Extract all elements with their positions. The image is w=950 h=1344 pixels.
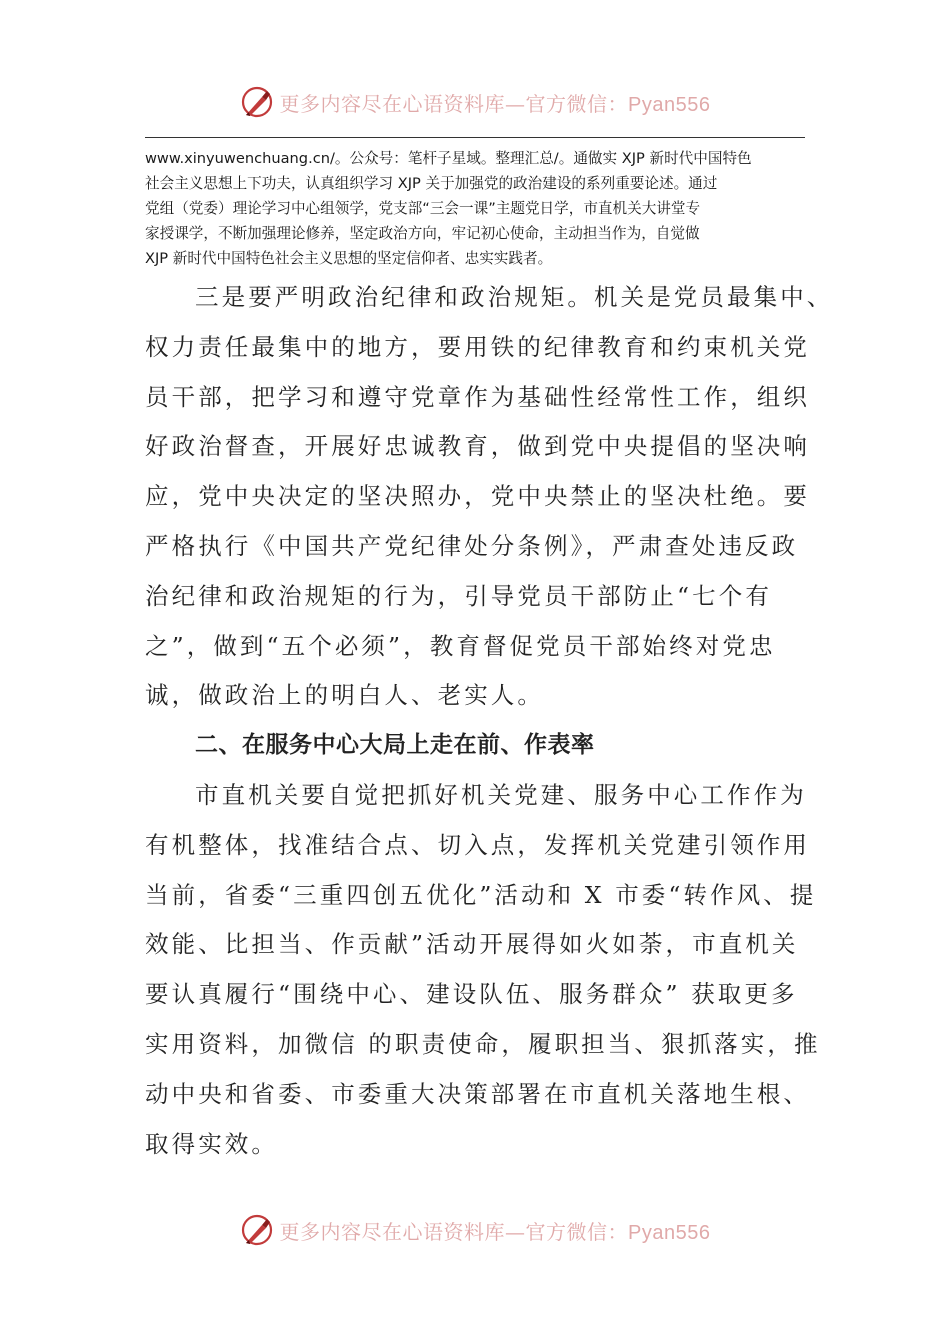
small-text-line: 家授课学，不断加强理论修养，坚定政治方向，牢记初心使命，主动担当作为，自觉做 xyxy=(145,225,700,242)
body-line: 诚，做政治上的明白人、老实人。 xyxy=(145,681,544,710)
pen-logo-icon xyxy=(240,1213,274,1247)
footer-banner xyxy=(0,1210,950,1250)
body-line: 三是要严明政治纪律和政治规矩。机关是党员最集中、 xyxy=(195,283,834,311)
small-text-line: XJP 新时代中国特色社会主义思想的坚定信仰者、忠实实践者。 xyxy=(145,250,553,267)
body-line: 要认真履行“围绕中心、建设队伍、服务群众” 获取更多 xyxy=(145,980,798,1009)
banner-text: 更多内容尽在心语资料库—官方微信：Pyan556 xyxy=(279,91,711,116)
body-line: 应，党中央决定的坚决照办，党中央禁止的坚决杜绝。要 xyxy=(145,482,810,511)
small-text-line: www.xinyuwenchuang.cn/。公众号：笔杆子星域。整理汇总/。通做实 XJP 新时代中国特色 xyxy=(145,150,752,167)
body-line: 员干部，把学习和遵守党章作为基础性经常性工作，组织 xyxy=(145,382,810,411)
body-line: 当前，省委“三重四创五优化”活动和 X 市委“转作风、提 xyxy=(145,880,817,909)
body-line: 市直机关要自觉把抓好机关党建、服务中心工作作为 xyxy=(195,780,807,809)
body-line: 权力责任最集中的地方，要用铁的纪律教育和约束机关党 xyxy=(145,332,810,361)
body-text xyxy=(145,273,834,1169)
small-text-paragraph xyxy=(145,146,810,271)
body-line: 实用资料，加微信 的职责使命，履职担当、狠抓落实，推 xyxy=(145,1029,821,1058)
body-line: 严格执行《中国共产党纪律处分条例》，严肃查处违反政 xyxy=(145,531,799,560)
section-heading: 二、在服务中心大局上走在前、作表率 xyxy=(195,732,595,759)
header-divider xyxy=(145,137,805,138)
small-text-line: 党组（党委）理论学习中心组领学，党支部“三会一课”主题党日学，市直机关大讲堂专 xyxy=(145,200,701,217)
banner-text: 更多内容尽在心语资料库—官方微信：Pyan556 xyxy=(279,1219,711,1244)
body-line: 取得实效。 xyxy=(145,1129,278,1158)
small-text-line: 社会主义思想上下功夫，认真组织学习 XJP 关于加强党的政治建设的系列重要论述。通过 xyxy=(145,175,718,192)
body-line: 之”，做到“五个必须”，教育督促党员干部始终对党忠 xyxy=(145,631,776,660)
body-line: 动中央和省委、市委重大决策部署在市直机关落地生根、 xyxy=(145,1079,810,1108)
body-line: 好政治督查，开展好忠诚教育，做到党中央提倡的坚决响 xyxy=(145,432,810,461)
pen-logo-icon xyxy=(240,85,274,119)
body-line: 治纪律和政治规矩的行为，引导党员干部防止“七个有 xyxy=(145,581,772,610)
body-line: 有机整体，找准结合点、切入点，发挥机关党建引领作用 xyxy=(145,830,810,859)
body-line: 效能、比担当、作贡献”活动开展得如火如荼，市直机关 xyxy=(145,930,799,959)
header-banner xyxy=(0,82,950,122)
